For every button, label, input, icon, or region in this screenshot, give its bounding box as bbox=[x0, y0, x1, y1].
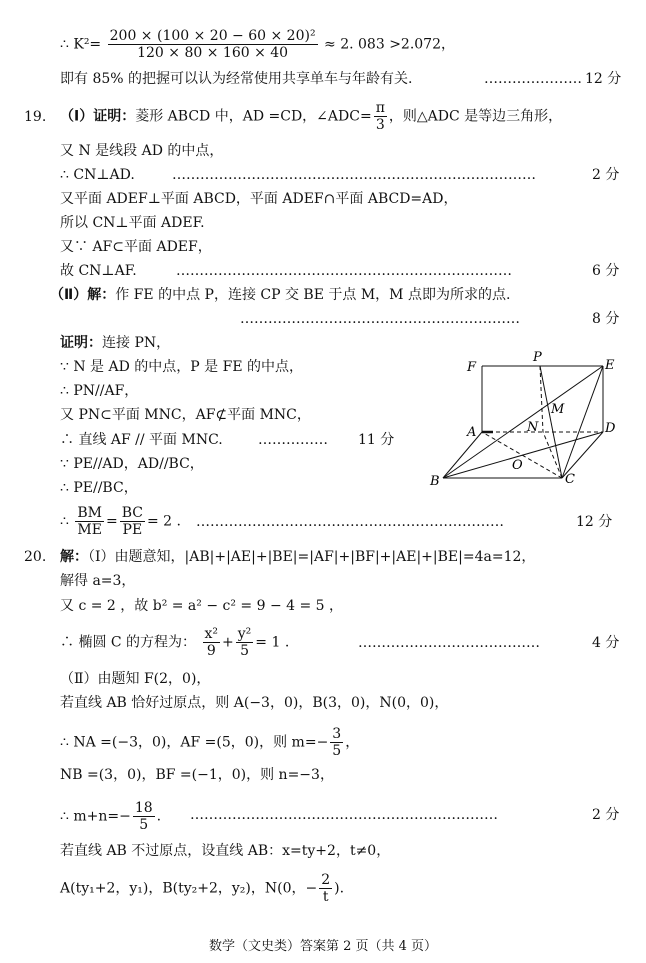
k2-conclusion: 即有 85% 的把握可以认为经常使用共享单车与年龄有关. bbox=[60, 71, 413, 87]
equals-one: = 1 . bbox=[255, 634, 290, 651]
q19-part1-label: （Ⅰ）证明： bbox=[60, 108, 136, 125]
frac-num: BC bbox=[121, 505, 143, 521]
page-footer: 数学（文史类）答案第 2 页（共 4 页） bbox=[208, 939, 438, 954]
dots-leader: ……………………………………………………………… bbox=[176, 263, 512, 279]
q20-line5: （Ⅱ）由题知 F(2，0)， bbox=[60, 671, 211, 687]
proof-label: 证明： bbox=[60, 335, 102, 351]
frac-num: y² bbox=[237, 626, 252, 642]
q20-line3: 又 c = 2 ，故 b² = a² − c² = 9 − 4 = 5 ， bbox=[60, 598, 344, 614]
ellipse-equation-label: ∴ 椭圆 C 的方程为： bbox=[60, 634, 197, 651]
q19-part2-label: （Ⅱ）解： bbox=[50, 287, 116, 303]
frac-num: π bbox=[375, 100, 385, 116]
q19-line7: 故 CN⊥AF. bbox=[60, 263, 137, 279]
score-mark: 11 分 bbox=[358, 432, 395, 448]
q20-part1-label: 解： bbox=[60, 549, 88, 565]
vector-na-af: ∴ NA =(−3，0)，AF =(5，0)，则 m=− bbox=[60, 734, 329, 751]
dots-leader: …………… bbox=[258, 432, 328, 448]
frac-num: 18 bbox=[134, 800, 153, 816]
k2-denominator: 120 × 80 × 160 × 40 bbox=[137, 45, 289, 61]
score-mark: 12 分 bbox=[585, 71, 622, 87]
q19-line2: 又 N 是线段 AD 的中点， bbox=[60, 143, 224, 159]
frac-den: 3 bbox=[375, 117, 385, 133]
dots-leader: ………………………………………………………… bbox=[190, 807, 498, 823]
label-P: P bbox=[533, 350, 542, 365]
q19-part2 bbox=[50, 286, 510, 304]
frac-num: x² bbox=[204, 626, 219, 642]
equals-two: = 2 . bbox=[147, 513, 181, 530]
q20-line11 bbox=[60, 872, 344, 905]
proof-text: 连接 PN， bbox=[102, 335, 171, 351]
frac-den: ME bbox=[77, 522, 102, 538]
q20-line7 bbox=[60, 726, 359, 759]
therefore: ∴ bbox=[60, 513, 69, 530]
label-C: C bbox=[565, 472, 575, 487]
q19-proof-line2: ∵ N 是 AD 的中点，P 是 FE 的中点， bbox=[60, 359, 303, 375]
score-mark: 6 分 bbox=[592, 263, 620, 279]
eighteen-fifths bbox=[133, 800, 155, 833]
q20-line8: NB =(3，0)，BF =(−1，0)，则 n=−3， bbox=[60, 767, 334, 783]
q19-proof-line8: ∴ $\frac{BM}{ME}$ = $\frac{BC}{PE}$ = 2 . bbox=[60, 505, 181, 538]
dots-leader: …………………………………………………… bbox=[240, 311, 520, 327]
frac-den: 5 bbox=[332, 743, 342, 759]
frac-num: BM bbox=[77, 505, 102, 521]
label-O: O bbox=[512, 458, 523, 473]
q19-line1a: 菱形 ABCD 中，AD =CD，∠ADC= bbox=[135, 108, 372, 125]
two-over-t bbox=[319, 872, 332, 905]
score-mark: 2 分 bbox=[592, 807, 620, 823]
q19-line4: 又平面 ADEF⊥平面 ABCD，平面 ADEF∩平面 ABCD=AD， bbox=[60, 191, 458, 207]
dots-leader: ………………… bbox=[484, 71, 582, 87]
dots-leader: ………………………………… bbox=[358, 635, 540, 651]
frac-den: 5 bbox=[240, 643, 249, 659]
q19-proof-line3: ∴ PN//AF， bbox=[60, 383, 139, 399]
q20-line4: ∴ 椭圆 C 的方程为： $\frac{\text{x²}}{9}$ + $\frac{\text{y²}}{5}$ = 1 . bbox=[60, 626, 290, 659]
q19-line1 bbox=[60, 100, 562, 133]
q19-proof-line6: ∵ PE//AD，AD//BC， bbox=[60, 456, 204, 472]
q20-line10: 若直线 AB 不过原点，设直线 AB：x=ty+2，t≠0， bbox=[60, 843, 391, 859]
q19-line5: 所以 CN⊥平面 ADEF. bbox=[60, 215, 205, 231]
close-paren: ). bbox=[334, 880, 345, 897]
bm-over-me bbox=[75, 505, 104, 538]
q20-line6: 若直线 AB 恰好过原点，则 A(−3，0)，B(3，0)，N(0，0)， bbox=[60, 695, 449, 711]
comma: ， bbox=[345, 734, 360, 751]
q19-proof-line4: 又 PN⊂平面 MNC，AF⊄平面 MNC， bbox=[60, 407, 311, 423]
geometry-figure bbox=[425, 350, 625, 490]
pi-over-3 bbox=[374, 100, 387, 133]
q19-line8: 作 FE 的中点 P，连接 CP 交 BE 于点 M，M 点即为所求的点. bbox=[115, 287, 511, 303]
k2-formula bbox=[60, 28, 455, 61]
q19-number: 19. bbox=[24, 109, 47, 125]
q19-line6: 又∵ AF⊂平面 ADEF， bbox=[60, 239, 212, 255]
period: . bbox=[156, 808, 162, 825]
k2-prefix: ∴ K²= bbox=[60, 36, 102, 53]
frac-den: 5 bbox=[139, 817, 149, 833]
score-mark: 4 分 bbox=[592, 635, 620, 651]
q19-proof-line1 bbox=[60, 334, 170, 352]
dots-leader: ………………………………………………………… bbox=[196, 514, 504, 530]
dots-leader: …………………………………………………………………… bbox=[172, 167, 536, 183]
frac-den: 9 bbox=[206, 643, 216, 659]
score-mark: 8 分 bbox=[592, 311, 620, 327]
q20-number: 20. bbox=[24, 549, 47, 565]
y2-over-5 bbox=[236, 626, 254, 659]
label-D: D bbox=[605, 421, 616, 436]
score-mark: 12 分 bbox=[576, 514, 613, 530]
q19-line1b: ，则△ADC 是等边三角形， bbox=[388, 108, 563, 125]
q19-line3: ∴ CN⊥AD. bbox=[60, 167, 135, 183]
m-plus-n: ∴ m+n=− bbox=[60, 808, 131, 825]
three-fifths bbox=[330, 726, 343, 759]
label-B: B bbox=[430, 474, 440, 489]
frac-den: t bbox=[322, 889, 329, 905]
label-E: E bbox=[605, 358, 615, 373]
label-F: F bbox=[467, 360, 477, 375]
k2-fraction bbox=[108, 28, 318, 61]
k2-suffix: ≈ 2. 083 >2.072， bbox=[324, 36, 456, 53]
label-N: N bbox=[527, 420, 539, 435]
frac-num: 2 bbox=[321, 872, 331, 888]
points-abn: A(ty₁+2，y₁)，B(ty₂+2，y₂)，N(0，− bbox=[60, 880, 318, 897]
q20-line9 bbox=[60, 800, 161, 833]
score-mark: 2 分 bbox=[592, 167, 620, 183]
x2-over-9 bbox=[203, 626, 221, 659]
q20-line1 bbox=[60, 548, 535, 566]
label-A: A bbox=[467, 425, 477, 440]
k2-numerator: 200 × (100 × 20 − 60 × 20)² bbox=[109, 28, 316, 44]
q19-proof-line7: ∴ PE//BC， bbox=[60, 480, 138, 496]
frac-den: PE bbox=[122, 522, 143, 538]
bc-over-pe bbox=[120, 505, 145, 538]
frac-num: 3 bbox=[332, 726, 342, 742]
q19-proof-line5: ∴ 直线 AF // 平面 MNC. bbox=[60, 432, 223, 448]
q20-line2: 解得 a=3， bbox=[60, 573, 136, 589]
label-M: M bbox=[551, 402, 565, 417]
q20-line1-text: （Ⅰ）由题意知，|AB|+|AE|+|BE|=|AF|+|BF|+|AE|+|BE|=4a=12， bbox=[88, 549, 536, 565]
